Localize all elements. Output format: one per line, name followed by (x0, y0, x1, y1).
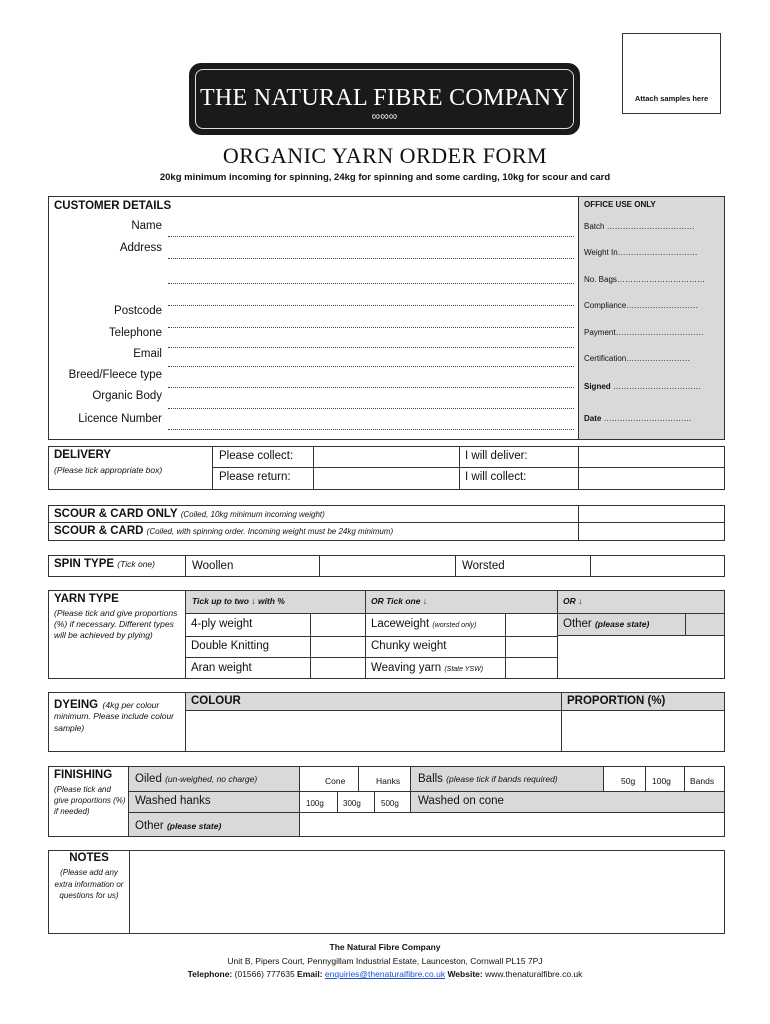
office-batch: Batch …………………………… (584, 222, 695, 231)
spin-type-heading: SPIN TYPE (54, 558, 115, 570)
address-field-1[interactable] (168, 258, 574, 259)
finishing-note: (Please tick and give proportions (%) if needed) (54, 785, 126, 816)
finishing-other-input[interactable] (300, 813, 724, 836)
bands-label: Bands (690, 776, 715, 786)
email-label: Email (133, 348, 162, 360)
footer-company: The Natural Fibre Company (329, 942, 441, 952)
office-signed-dots: …………………………… (610, 382, 701, 391)
name-label: Name (131, 220, 162, 232)
colour-input[interactable] (186, 711, 560, 751)
or-tick-one-heading: OR Tick one ↓ (371, 596, 428, 606)
yarn-type-heading: YARN TYPE (54, 593, 119, 605)
form-title: ORGANIC YARN ORDER FORM (222, 143, 548, 168)
chunky-weight-label: Chunky weight (371, 640, 447, 652)
office-compliance: Compliance……………………… (584, 301, 699, 310)
postcode-field[interactable] (168, 327, 574, 328)
footer-tel-label: Telephone: (187, 969, 233, 979)
4-ply-label: 4-ply weight (191, 618, 253, 630)
form-subtitle: 20kg minimum incoming for spinning, 24kg for spinning and some carding, 10kg for scour and card (159, 172, 611, 183)
customer-details-heading: CUSTOMER DETAILS (54, 200, 172, 212)
delivery-heading: DELIVERY (54, 449, 112, 461)
bands-checkbox[interactable] (685, 767, 724, 790)
address-label: Address (119, 242, 162, 254)
washed-on-cone-label: Washed on cone (418, 795, 504, 807)
weaving-row (371, 662, 483, 674)
or-heading: OR ↓ (563, 596, 583, 606)
i-will-collect-label: I will collect: (465, 471, 527, 483)
attach-samples-label: Attach samples here (634, 94, 709, 103)
notes-input[interactable] (130, 851, 724, 933)
colour-heading: COLOUR (191, 695, 241, 707)
oiled-row (135, 773, 257, 785)
address-field-2[interactable] (168, 283, 574, 284)
scour-card-only-checkbox[interactable] (579, 506, 724, 522)
footer-email-link[interactable]: enquiries@thenaturalfibre.co.uk (324, 969, 446, 979)
office-signed (584, 382, 701, 391)
tick-up-to-two-heading: Tick up to two ↓ with % (192, 596, 285, 606)
oiled-label: Oiled (135, 773, 162, 785)
finishing-other-note: (please state) (166, 821, 222, 831)
telephone-label: Telephone (108, 327, 162, 339)
laceweight-row (371, 618, 476, 630)
yarn-type-note: (Please tick and give proportions (%) if necessary. Different types will be achieved by plying) (54, 608, 178, 640)
knot-icon: ∞∞∞ (371, 109, 398, 123)
please-return-checkbox[interactable] (314, 468, 458, 489)
scour-card-only-row (54, 508, 325, 520)
office-certification: Certification…………………… (584, 354, 691, 363)
laceweight-note: (worsted only) (432, 622, 477, 629)
hanks-100g-label: 100g (306, 799, 324, 808)
balls-row (418, 773, 558, 785)
delivery-note: (Please tick appropriate box) (54, 465, 163, 475)
yarn-other-label: Other (563, 618, 592, 630)
scour-card-only-label: SCOUR & CARD ONLY (54, 508, 178, 520)
footer-web: www.thenaturalfibre.co.uk (482, 969, 583, 979)
spin-type-note: (Tick one) (117, 559, 155, 569)
office-payment: Payment…………………………… (584, 328, 704, 337)
worsted-label: Worsted (462, 560, 505, 572)
balls-note: (please tick if bands required) (446, 774, 558, 784)
footer-web-label: Website: (445, 969, 483, 979)
weaving-note: (State YSW) (444, 666, 484, 673)
office-use-panel (578, 197, 724, 439)
please-collect-label: Please collect: (219, 450, 294, 462)
yarn-other-input[interactable] (558, 636, 724, 678)
scour-card-row (54, 525, 393, 537)
scour-card-note: (Coiled, with spinning order. Incoming weight must be 24kg minimum) (146, 527, 394, 536)
footer-email-label: Email: (297, 969, 323, 979)
office-date (584, 414, 692, 423)
woollen-label: Woollen (192, 560, 234, 572)
oiled-note: (un-weighed, no charge) (165, 774, 258, 784)
footer-contact (0, 969, 770, 979)
balls-100g-label: 100g (652, 776, 671, 786)
name-field[interactable] (168, 236, 574, 237)
yarn-other-note: (please state) (594, 619, 650, 629)
please-collect-checkbox[interactable] (314, 447, 458, 467)
dyeing-note-b: minimum. Please include colour sample) (54, 711, 174, 733)
office-date-label: Date (584, 414, 602, 423)
hanks-label: Hanks (376, 776, 401, 786)
dyeing-note-a: (4kg per colour (102, 700, 160, 710)
hanks-checkbox[interactable] (359, 767, 409, 790)
balls-100g-checkbox[interactable] (646, 767, 683, 790)
woollen-checkbox[interactable] (320, 556, 454, 576)
licence-number-label: Licence Number (78, 413, 162, 425)
balls-label: Balls (418, 773, 443, 785)
cone-label: Cone (325, 776, 346, 786)
yarn-other-row (563, 618, 649, 630)
scour-card-label: SCOUR & CARD (54, 525, 144, 537)
hanks-300g-label: 300g (343, 799, 361, 808)
telephone-field[interactable] (168, 347, 574, 348)
balls-50g-label: 50g (621, 776, 636, 786)
double-knitting-input[interactable] (311, 637, 364, 657)
aran-weight-input[interactable] (311, 658, 364, 678)
office-signed-label: Signed (584, 382, 611, 391)
office-use-heading: OFFICE USE ONLY (584, 200, 656, 209)
attach-samples-box (622, 33, 721, 114)
postcode-label: Postcode (114, 305, 162, 317)
please-return-label: Please return: (219, 471, 291, 483)
i-will-deliver-label: I will deliver: (465, 450, 528, 462)
email-field[interactable] (168, 366, 574, 367)
company-logo (189, 63, 580, 135)
notes-note: (Please add any extra information or questions for us) (54, 868, 124, 900)
chunky-weight-checkbox[interactable] (506, 637, 556, 657)
worsted-checkbox[interactable] (591, 556, 724, 576)
dyeing-heading: DYEING (54, 699, 99, 711)
breed-fleece-label: Breed/Fleece type (68, 369, 162, 381)
proportion-heading: PROPORTION (%) (567, 695, 666, 707)
licence-number-field[interactable] (168, 429, 574, 430)
balls-50g-checkbox[interactable] (604, 767, 644, 790)
laceweight-checkbox[interactable] (506, 614, 556, 635)
organic-body-field[interactable] (168, 408, 574, 409)
4-ply-input[interactable] (311, 614, 364, 635)
washed-hanks-label: Washed hanks (135, 795, 211, 807)
address-field-3[interactable] (168, 305, 574, 306)
finishing-other-label: Other (135, 820, 164, 832)
footer-address: Unit B, Pipers Court, Pennygillam Industrial Estate, Launceston, Cornwall PL15 7PJ (227, 956, 543, 966)
proportion-input[interactable] (562, 711, 724, 751)
weaving-label: Weaving yarn (371, 662, 442, 674)
i-will-deliver-checkbox[interactable] (579, 447, 724, 467)
footer-tel: (01566) 777635 (232, 969, 298, 979)
finishing-other-row (135, 820, 221, 832)
finishing-heading: FINISHING (54, 769, 113, 781)
hanks-500g-label: 500g (381, 799, 399, 808)
yarn-other-checkbox[interactable] (686, 614, 724, 635)
office-date-dots: …………………………… (601, 414, 692, 423)
double-knitting-label: Double Knitting (191, 640, 269, 652)
breed-fleece-field[interactable] (168, 387, 574, 388)
i-will-collect-checkbox[interactable] (579, 468, 724, 489)
aran-weight-label: Aran weight (191, 662, 252, 674)
notes-heading: NOTES (69, 852, 109, 864)
organic-body-label: Organic Body (92, 390, 162, 402)
weaving-yarn-checkbox[interactable] (506, 658, 556, 678)
office-weight-in: Weight In………………………… (584, 248, 698, 257)
laceweight-label: Laceweight (371, 618, 430, 630)
spin-type-heading-row (54, 558, 155, 570)
office-no-bags: No. Bags…………………………… (584, 275, 705, 284)
scour-card-only-note: (Coiled, 10kg minimum incoming weight) (180, 510, 325, 519)
cone-checkbox[interactable] (300, 767, 357, 790)
scour-card-checkbox[interactable] (579, 523, 724, 540)
logo-text: THE NATURAL FIBRE COMPANY (199, 85, 570, 111)
